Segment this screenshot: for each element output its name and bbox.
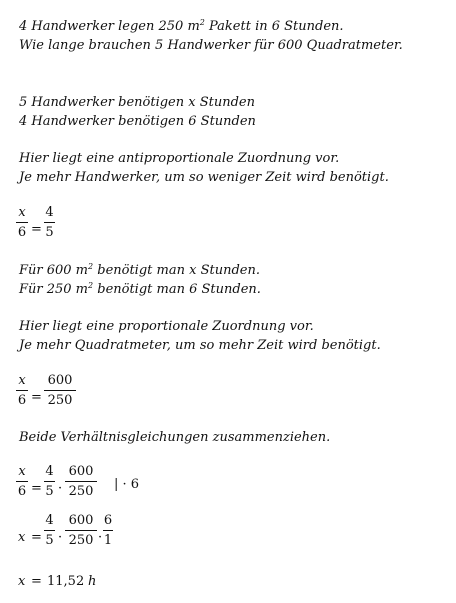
eq1-right-fraction-bar [44,222,55,223]
step1-note-2: Je mehr Handwerker, um so weniger Zeit wird benötigt. [19,170,389,185]
step1-line-2: 4 Handwerker benötigen 6 Stunden [19,114,256,129]
eq4-multiply-dot-2: · [98,530,103,545]
problem-line-1-text-a: 4 Handwerker legen 250 m [19,19,200,34]
eq4-fraction-3-bar [103,530,113,531]
eq4-fraction-2-bar [65,530,97,531]
problem-line-1 [19,19,344,34]
eq1-left-numerator: x [18,205,26,220]
combine-instruction: Beide Verhältnisgleichungen zusammenziehen. [19,430,331,445]
step1-note-1: Hier liegt eine antiproportionale Zuordnung vor. [19,151,340,166]
eq4-multiply-dot-1: · [58,530,63,545]
result-variable: x [18,574,26,589]
eq3-fraction-1-numerator: 4 [45,464,54,479]
eq1-right-fraction [44,205,55,240]
result-value: 11,52 [47,574,85,589]
step2-line-1-superscript: 2 [88,262,94,271]
eq1-right-denominator: 5 [45,225,54,240]
eq4-fraction-1-bar [44,530,55,531]
eq4-fraction-1-denominator: 5 [45,533,54,548]
eq4-fraction-1-numerator: 4 [45,513,54,528]
step2-line-1-text-b: benötigt man x Stunden. [93,263,260,278]
eq1-equals-sign: = [31,222,42,237]
eq3-fraction-2-denominator: 250 [68,484,94,499]
eq3-fraction-2 [65,464,97,499]
eq4-fraction-2-numerator: 600 [68,513,94,528]
eq4-fraction-3 [103,513,113,548]
step2-note-2: Je mehr Quadratmeter, um so mehr Zeit wird benötigt. [19,338,381,353]
eq2-equals-sign: = [31,390,42,405]
step1-line-1: 5 Handwerker benötigen x Stunden [19,95,255,110]
eq3-fraction-1-denominator: 5 [45,484,54,499]
problem-line-1-superscript: 2 [199,18,205,27]
eq2-right-fraction [44,373,76,408]
eq1-left-denominator: 6 [17,225,27,240]
problem-line-1-text-b: Pakett in 6 Stunden. [204,19,344,34]
eq2-right-denominator: 250 [47,393,73,408]
eq2-right-numerator: 600 [47,373,73,388]
step2-note-1: Hier liegt eine proportionale Zuordnung vor. [19,319,314,334]
eq3-left-fraction [16,464,28,499]
eq3-fraction-1-bar [44,481,55,482]
eq1-left-fraction [16,205,28,240]
eq3-multiply-dot: · [58,481,63,496]
step2-line-2 [19,282,261,297]
eq3-fraction-1 [44,464,55,499]
eq4-fraction-3-numerator: 6 [103,513,113,528]
eq4-fraction-3-denominator: 1 [103,533,113,548]
step2-line-2-text-b: benötigt man 6 Stunden. [93,282,261,297]
eq4-fraction-1 [44,513,55,548]
step2-line-2-superscript: 2 [88,281,94,290]
problem-line-2: Wie lange brauchen 5 Handwerker für 600 Quadratmeter. [19,38,403,53]
eq2-left-denominator: 6 [17,393,27,408]
eq2-right-fraction-bar [44,390,76,391]
eq3-fraction-2-numerator: 600 [68,464,94,479]
eq4-fraction-2-denominator: 250 [68,533,94,548]
eq3-equals-sign: = [31,481,42,496]
eq3-left-numerator: x [18,464,26,479]
eq1-left-fraction-bar [16,222,28,223]
eq3-operation: | · 6 [114,477,140,492]
eq3-left-fraction-bar [16,481,28,482]
eq4-equals-sign: = [31,530,42,545]
step2-line-1 [19,263,260,278]
eq2-left-numerator: x [18,373,26,388]
eq4-left-variable: x [18,530,26,545]
step2-line-2-text-a: Für 250 m [19,282,89,297]
step2-line-1-text-a: Für 600 m [19,263,89,278]
eq3-left-denominator: 6 [17,484,27,499]
result-unit: h [88,574,97,589]
eq2-left-fraction [16,373,28,408]
eq3-fraction-2-bar [65,481,97,482]
eq2-left-fraction-bar [16,390,28,391]
eq1-right-numerator: 4 [45,205,54,220]
result-equals-sign: = [31,574,42,589]
eq4-fraction-2 [65,513,97,548]
